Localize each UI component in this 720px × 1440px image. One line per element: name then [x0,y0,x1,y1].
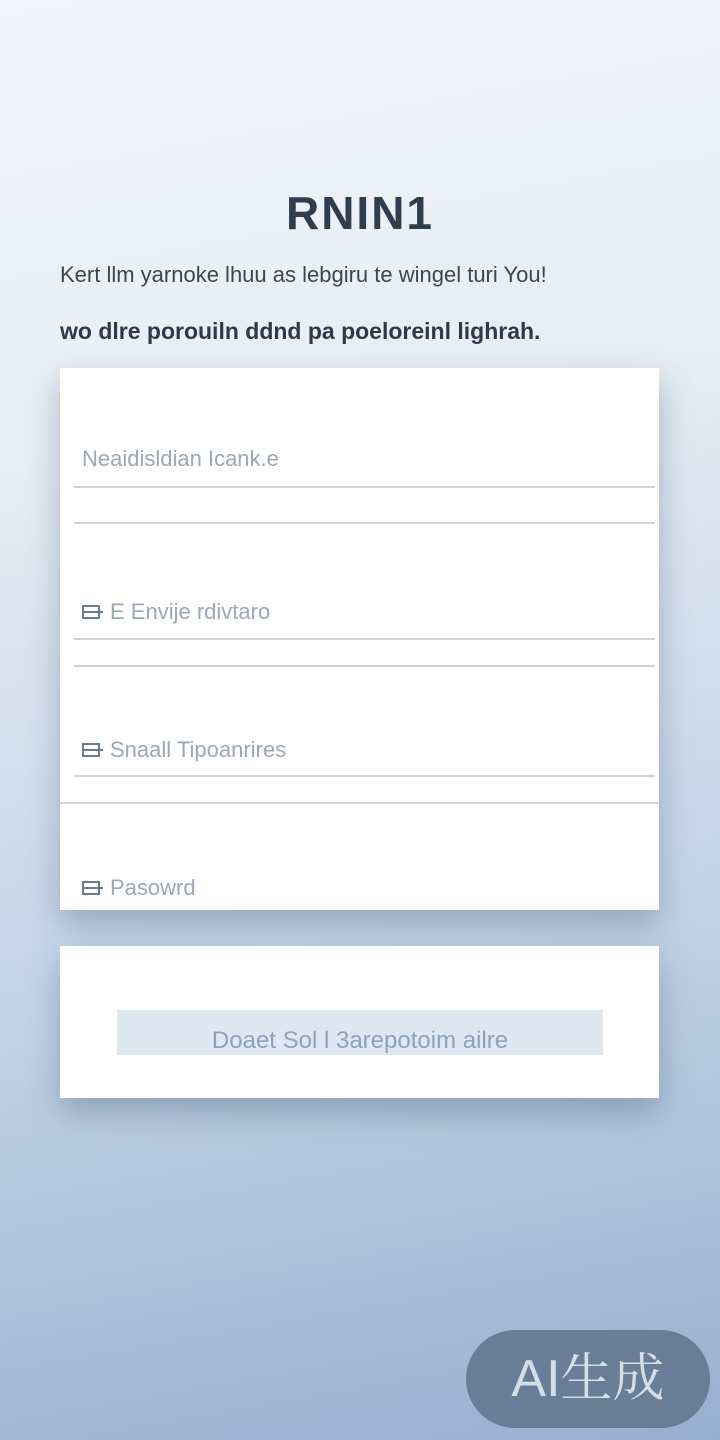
input-icon [82,881,100,895]
form-card [60,368,659,910]
password-field[interactable] [82,875,196,901]
submit-button[interactable]: Doaet Sol l 3arepotoim ailre [117,1010,603,1055]
name-field[interactable] [82,446,279,472]
action-card [60,946,659,1098]
divider [74,486,655,488]
subtitle-line-1: Kert llm yarnoke lhuu as lebgiru te wingel turi You! [60,262,547,287]
divider [74,665,655,667]
input-icon [82,605,100,619]
ai-generated-watermark: AI生成 [466,1330,710,1428]
divider [74,775,655,777]
divider [60,802,659,804]
email-field-placeholder: E Envije rdivtaro [110,599,271,624]
email-field[interactable] [82,599,270,625]
username-field-placeholder: Snaall Tipoanrires [110,737,287,762]
divider [74,638,655,640]
divider [74,522,655,524]
page-title: RNIN1 [285,187,435,239]
name-field-placeholder: Neaidisldian Icank.e [82,446,279,471]
username-field[interactable] [82,737,286,763]
subtitle-line-2: wo dlre porouiln ddnd pa poeloreinl lighrah. [60,318,541,344]
password-field-placeholder: Pasowrd [110,875,196,900]
input-icon [82,743,100,757]
